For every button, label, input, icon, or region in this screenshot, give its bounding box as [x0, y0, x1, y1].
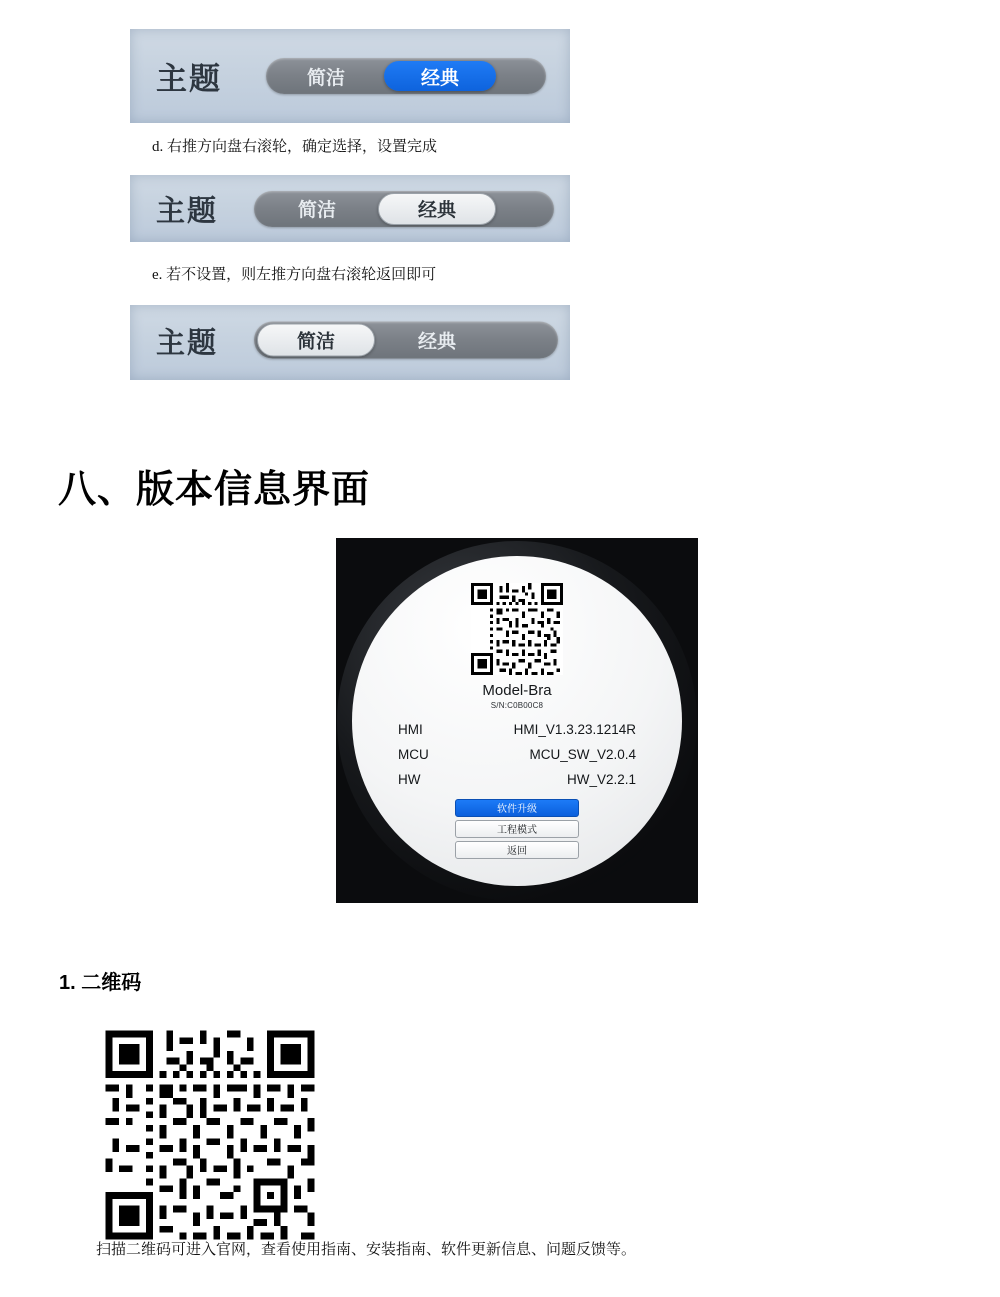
version-info-watch-photo — [336, 538, 698, 903]
version-row — [392, 747, 642, 762]
back-button[interactable]: 返回 — [455, 841, 579, 859]
version-row — [392, 772, 642, 787]
theme-option-classic[interactable]: 经典 — [384, 61, 496, 91]
qr-footer-note: 扫描二维码可进入官网，查看使用指南、安装指南、软件更新信息、问题反馈等。 — [96, 1242, 637, 1258]
theme-screen-classic-highlight — [130, 29, 570, 123]
theme-screen-title: 主题 — [156, 327, 219, 360]
version-list — [392, 722, 642, 797]
theme-screen-title: 主题 — [156, 195, 219, 227]
theme-option-simple[interactable]: 简洁 — [306, 67, 345, 89]
version-key-hmi: HMI — [398, 721, 423, 737]
software-update-button[interactable]: 软件升级 — [455, 799, 579, 817]
qr-code-icon — [99, 1024, 321, 1246]
theme-option-classic[interactable]: 经典 — [378, 193, 496, 225]
watch-model-name: Model-Bra — [482, 681, 552, 699]
theme-screen-title: 主题 — [156, 61, 222, 97]
watch-qr-code-icon — [471, 583, 563, 675]
official-site-qr-code[interactable] — [99, 1024, 321, 1246]
theme-segmented-control[interactable] — [254, 321, 558, 358]
watch-button-group — [455, 799, 579, 859]
theme-option-simple[interactable]: 简洁 — [257, 323, 375, 356]
theme-option-classic[interactable]: 经典 — [417, 331, 456, 352]
watch-screen — [352, 556, 682, 886]
engineering-mode-button[interactable]: 工程模式 — [455, 820, 579, 838]
section-heading: 八、版本信息界面 — [58, 469, 371, 511]
caption-step-d: d. 右推方向盘右滚轮，确定选择，设置完成 — [152, 139, 438, 155]
caption-step-e: e. 若不设置，则左推方向盘右滚轮返回即可 — [152, 267, 437, 283]
version-key-mcu: MCU — [398, 746, 429, 762]
version-value-mcu: MCU_SW_V2.0.4 — [529, 746, 636, 762]
version-value-hmi: HMI_V1.3.23.1214R — [513, 721, 636, 737]
watch-serial-number: S/N:C0B00C8 — [490, 700, 544, 710]
theme-screen-classic-selected — [130, 175, 570, 242]
version-row — [392, 722, 642, 737]
theme-option-simple[interactable]: 简洁 — [297, 200, 336, 221]
theme-segmented-control[interactable] — [266, 58, 546, 94]
version-value-hw: HW_V2.2.1 — [566, 771, 636, 787]
theme-segmented-control[interactable] — [254, 191, 554, 227]
theme-screen-simple-selected — [130, 305, 570, 380]
subsection-heading: 1. 二维码 — [59, 972, 142, 994]
version-key-hw: HW — [398, 771, 421, 787]
